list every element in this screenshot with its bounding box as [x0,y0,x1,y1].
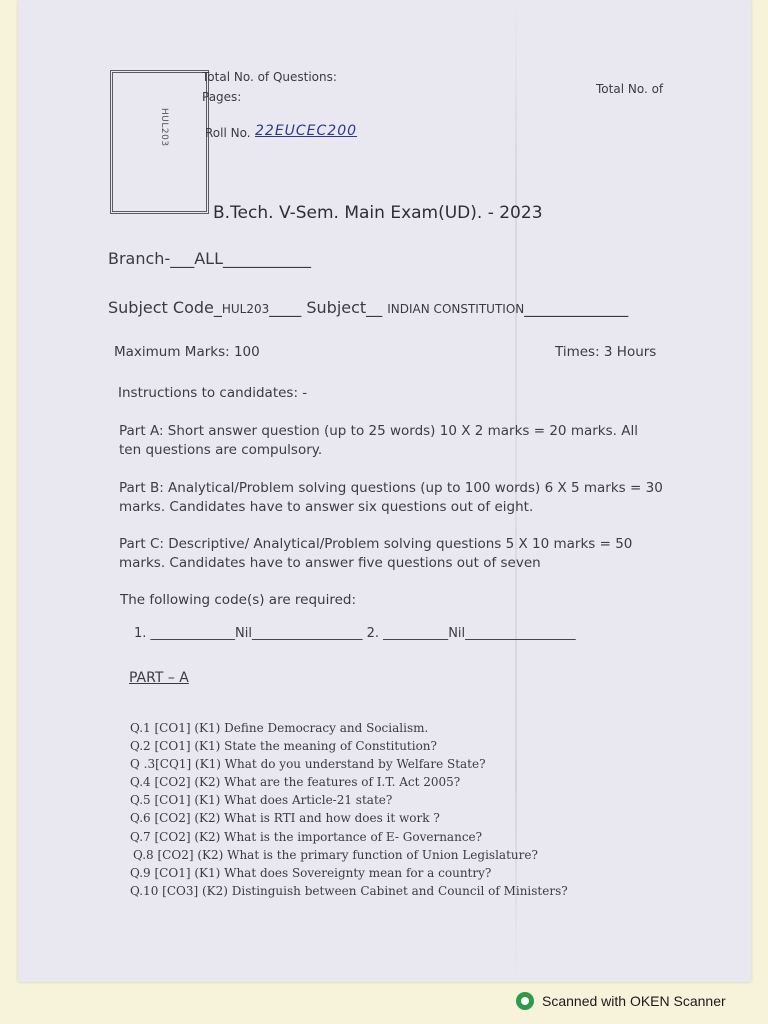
exam-time: Times: 3 Hours [555,344,657,360]
exam-title: B.Tech. V-Sem. Main Exam(UD). - 2023 [213,203,543,223]
question-item: Q.2 [CO1] (K1) State the meaning of Constitution? [130,739,437,753]
question-item: Q .3[CQ1] (K1) What do you understand by Welfare State? [130,757,486,771]
question-item: Q.4 [CO2] (K2) What are the features of I.T. Act 2005? [130,775,461,789]
codes-row: 1. _____________Nil_________________ 2. __________Nil_________________ [134,626,576,641]
question-item: Q.10 [CO3] (K2) Distinguish between Cabinet and Council of Ministers? [130,884,568,898]
code-2-value: Nil [448,626,466,641]
instruction-part-c: Part C: Descriptive/ Analytical/Problem solving questions 5 X 10 marks = 50 marks. Candidates have to answer five questions out of seven [119,536,633,571]
total-no-of-label: Total No. of [596,82,664,96]
total-questions-label: Total No. of Questions: [202,70,337,84]
branch-row: Branch-___ALL___________ [108,249,311,268]
question-item: Q.9 [CO1] (K1) What does Sovereignty mean for a country? [130,866,492,880]
instructions-heading: Instructions to candidates: - [118,385,308,401]
subject-label: Subject [306,298,367,317]
subject-code-label: Subject Code_ [108,298,222,317]
instruction-part-a: Part A: Short answer question (up to 25 words) 10 X 2 marks = 20 marks. All ten questions are compulsory. [119,423,638,458]
exam-paper [18,0,751,982]
exam-code-stamp-box [110,70,209,214]
maximum-marks: Maximum Marks: 100 [114,344,260,360]
roll-no-label: Roll No. [205,126,251,140]
branch-label: Branch- [108,249,171,268]
question-item: Q.5 [CO1] (K1) What does Article-21 state? [130,793,393,807]
branch-value: ALL [194,249,223,268]
subject-row: Subject Code_HUL203____ Subject__ INDIAN CONSTITUTION_____________ [108,298,629,317]
roll-no-value: 22EUCEC200 [255,123,358,139]
pages-label: Pages: [202,90,242,104]
scanner-text: Scanned with OKEN Scanner [542,993,726,1009]
question-item: Q.8 [CO2] (K2) What is the primary function of Union Legislature? [133,848,538,862]
question-item: Q.1 [CO1] (K1) Define Democracy and Socialism. [130,721,429,735]
code-1-value: Nil [235,626,252,641]
oken-scanner-logo-icon [516,992,534,1010]
code-2-number: 2. [366,626,380,641]
code-1-number: 1. [134,626,147,641]
part-a-heading: PART – A [129,670,189,686]
subject-value: INDIAN CONSTITUTION [387,302,525,316]
question-item: Q.7 [CO2] (K2) What is the importance of E- Governance? [130,830,483,844]
subject-code-value: HUL203 [221,302,270,316]
question-item: Q.6 [CO2] (K2) What is RTI and how does it work ? [130,811,440,825]
stamp-code: HUL203 [159,108,169,147]
scanner-watermark [516,990,726,1012]
instruction-part-b: Part B: Analytical/Problem solving questions (up to 100 words) 6 X 5 marks = 30 marks. Candidates have to answer six questions out of eight. [119,480,663,515]
codes-heading: The following code(s) are required: [120,592,357,608]
